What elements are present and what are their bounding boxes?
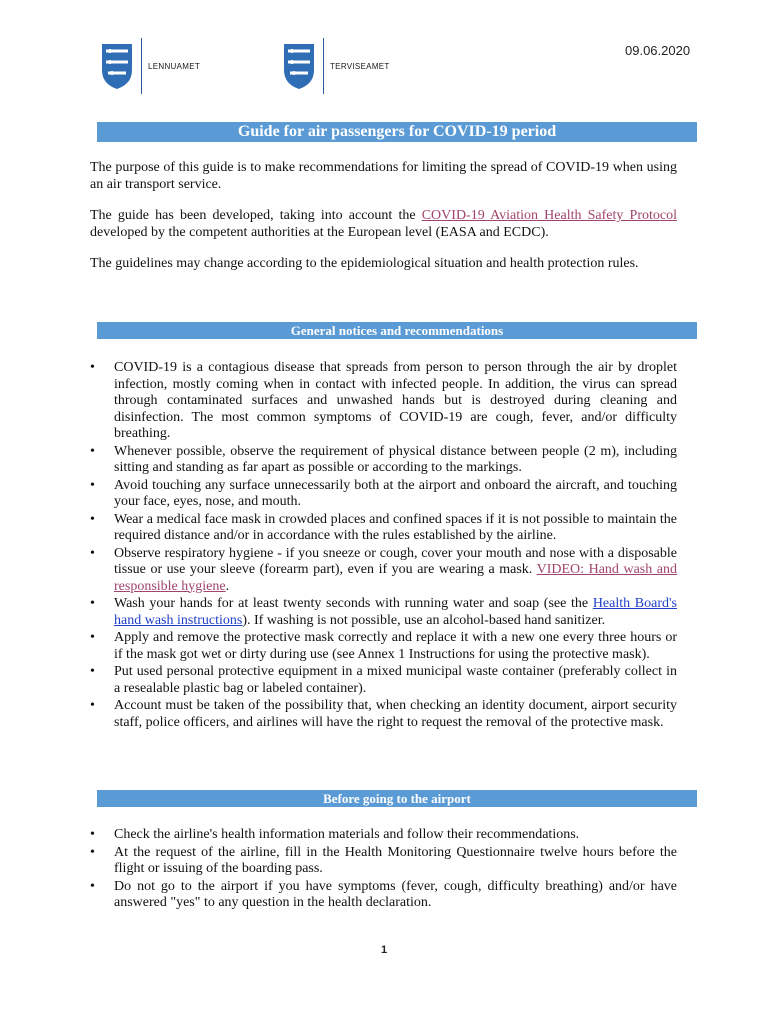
list-item: • At the request of the airline, fill in the Health Monitoring Questionnaire twelve hours before the flight or issuing of the boarding pass. [90, 845, 677, 878]
lennuamet-name: LENNUAMET [148, 61, 201, 71]
section-heading-before-airport: Before going to the airport [97, 790, 697, 807]
page-number: 1 [380, 944, 388, 956]
list-item: • Check the airline's health information materials and follow their recommendations. [90, 827, 677, 844]
wash-text-after: ). If washing is not possible, use an alcohol-based hand sanitizer. [242, 612, 606, 628]
protocol-text-before: The guide has been developed, taking into account the [90, 208, 422, 223]
list-item: • Apply and remove the protective mask correctly and replace it with a new one every three hours or if the mask got wet or dirty during use (see Annex 1 Instructions for using the protective mask). [90, 630, 677, 663]
list-item [90, 596, 677, 629]
list-item: • Avoid touching any surface unnecessarily both at the airport and onboard the aircraft, and touching your face, eyes, nose, and mouth. [90, 478, 677, 511]
list-item: • Put used personal protective equipment in a mixed municipal waste container (preferably collect in a resealable plastic bag or labeled container). [90, 664, 677, 697]
terviseamet-logo [281, 38, 390, 94]
logo-divider [323, 38, 324, 94]
protocol-text-after: developed by the competent authorities at the European level (EASA and ECDC). [90, 224, 549, 240]
list-item: • COVID-19 is a contagious disease that spreads from person to person through the air by droplet infection, mostly coming when in contact with infected people. In addition, the virus can spread through contaminated surfaces and unwashed hands but is destroyed during cleaning and disinfection. The most common symptoms of COVID-19 are cough, fever, and/or difficulty breathing. [90, 360, 677, 443]
estonian-crest-icon [99, 42, 135, 90]
hygiene-text-end: . [225, 578, 230, 594]
intro-paragraph-protocol [90, 208, 677, 241]
list-item: • Wear a medical face mask in crowded places and confined spaces if it is not possible to maintain the required distance and/or in accordance with the rules established by the airline. [90, 512, 677, 545]
hygiene-video-link[interactable]: VIDEO: Hand wash and responsible hygiene [114, 562, 678, 594]
general-recommendations-list [90, 360, 677, 732]
intro-paragraph-purpose: The purpose of this guide is to make recommendations for limiting the spread of COVID-19 when using an air transport service. [90, 160, 677, 192]
list-item [90, 546, 677, 596]
lennuamet-logo [99, 38, 200, 94]
list-item: • Account must be taken of the possibility that, when checking an identity document, airport security staff, police officers, and airlines will have the right to request the removal of the protective mask. [90, 698, 677, 731]
hygiene-text: Observe respiratory hygiene - if you sneeze or cough, cover your mouth and nose with a disposable tissue or use your sleeve (forearm part), even if you are wearing a mask. [114, 545, 677, 577]
hand-wash-instructions-link[interactable]: Health Board's hand wash instructions [114, 596, 677, 628]
logo-divider [141, 38, 142, 94]
section-heading-general: General notices and recommendations [97, 322, 697, 339]
before-airport-list [90, 827, 677, 913]
terviseamet-name: TERVISEAMET [330, 61, 390, 71]
wash-text: Wash your hands for at least twenty seconds with running water and soap (see the [114, 596, 593, 611]
intro-paragraph-guidelines: The guidelines may change according to the epidemiological situation and health protection rules. [90, 256, 639, 271]
list-item: • Do not go to the airport if you have symptoms (fever, cough, difficulty breathing) and/or have answered "yes" to any question in the health declaration. [90, 879, 677, 912]
protocol-link[interactable]: COVID-19 Aviation Health Safety Protocol [421, 208, 677, 223]
page-title: Guide for air passengers for COVID-19 period [97, 122, 697, 142]
document-date: 09.06.2020 [625, 43, 691, 58]
estonian-crest-icon [281, 42, 317, 90]
list-item: • Whenever possible, observe the requirement of physical distance between people (2 m), including sitting and standing as far apart as possible or according to the markings. [90, 444, 677, 477]
